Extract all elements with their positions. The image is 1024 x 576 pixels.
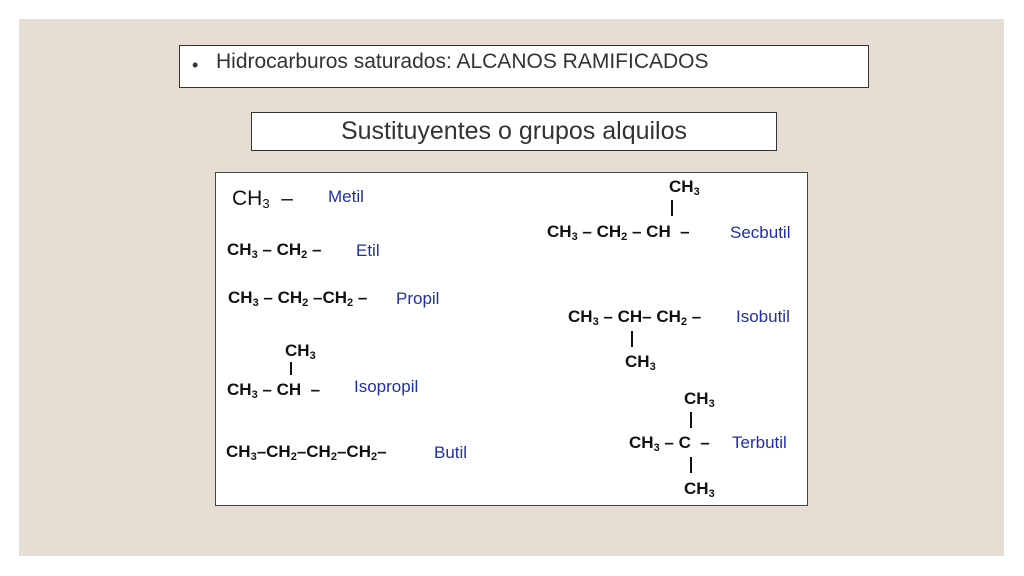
terbutil-bottom: $CH_3$ [684,479,715,500]
isopropil-bond [290,362,292,375]
propil-name: Propil [396,289,440,308]
header-box [179,45,869,88]
secbutil-bond [671,200,673,216]
isopropil-name: Isopropil [354,377,419,396]
subtitle-box [251,112,777,151]
isobutil-formula: $CH_3 - CH-$ $CH_2$ – [568,307,702,328]
metil-name: Metil [328,187,364,206]
isobutil-name: Isobutil [736,307,790,326]
alkyl-groups-panel [215,172,808,506]
secbutil-name: Secbutil [730,223,791,242]
terbutil-name: Terbutil [732,433,787,452]
terbutil-formula: $CH_3$ – C – [629,433,710,454]
etil-name: Etil [356,241,380,260]
terbutil-bond-top [690,412,692,428]
subtitle-text: Sustituyentes o grupos alquilos [340,117,688,145]
isobutil-bond [631,331,633,347]
secbutil-top: $CH_3$ [669,177,700,198]
bullet-point: • [192,55,199,75]
butil-formula: $CH_3-CH_2-CH_2-CH_2-$ [226,442,387,463]
butil-name: Butil [434,443,468,462]
terbutil-top: $CH_3$ [684,389,715,410]
isopropil-formula: $CH_3$ – CH – [227,380,321,401]
secbutil-formula: $CH_3 - CH_2$ – CH – [547,222,690,243]
terbutil-bond-bottom [690,457,692,473]
header-title: Hidrocarburos saturados: ALCANOS RAMIFICADOS [216,50,709,73]
propil-formula: $CH_3 - CH_2$ $-CH_2$ – [228,288,368,309]
metil-formula: $CH_3$ – [232,187,293,211]
isopropil-top: $CH_3$ [285,341,316,362]
isobutil-bottom: $CH_3$ [625,352,656,373]
etil-formula: $CH_3 - CH_2$ – [227,240,322,261]
